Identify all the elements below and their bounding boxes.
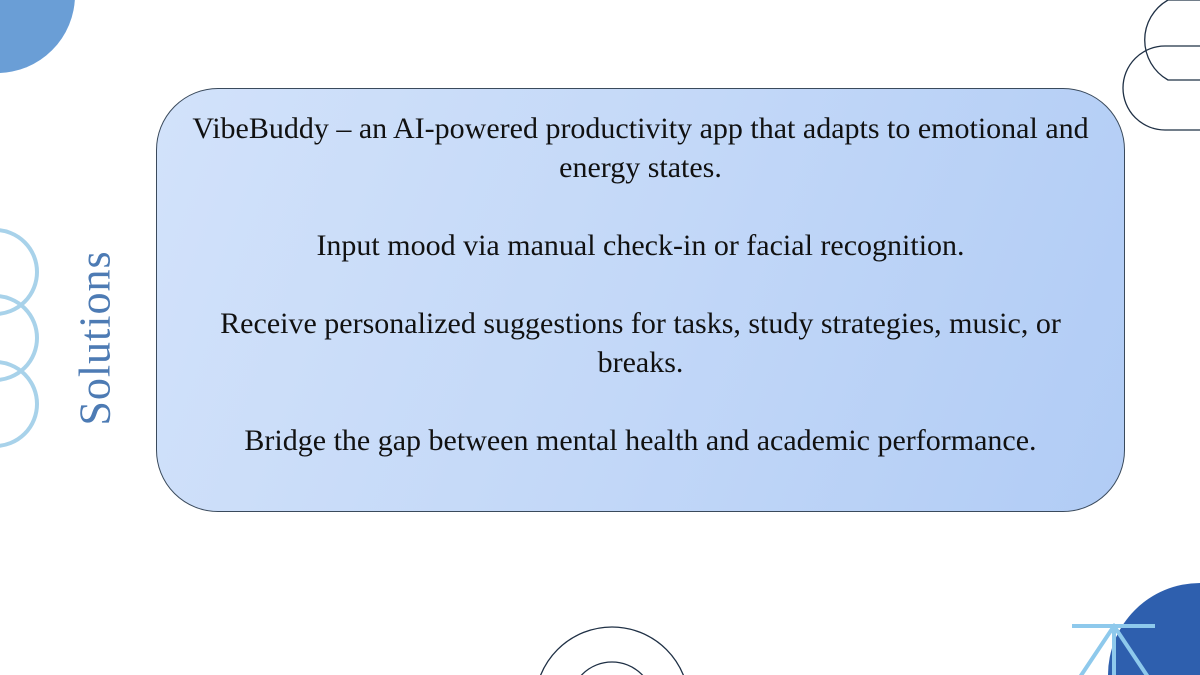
card-paragraph-bridge-gap: Bridge the gap between mental health and academic performance.: [244, 424, 1037, 457]
card-paragraph-app-intro: VibeBuddy – an AI-powered productivity app that adapts to emotional and energy states.: [192, 112, 1089, 184]
solutions-card: [156, 88, 1125, 512]
top-left-quarter-circle-shape: [0, 0, 75, 73]
bottom-concentric-arc-inner: [570, 662, 654, 675]
card-paragraph-suggestions: Receive personalized suggestions for tasks, study strategies, music, or breaks.: [220, 307, 1061, 379]
bottom-right-quarter-circle-shape: [1108, 583, 1200, 675]
top-right-line-arc-upper: [1145, 0, 1200, 80]
card-paragraph-mood-input: Input mood via manual check-in or facial recognition.: [316, 229, 965, 262]
bottom-concentric-arc-outer: [535, 627, 689, 675]
top-right-line-arc-lower: [1123, 46, 1200, 130]
slide-title: Solutions: [70, 250, 120, 426]
